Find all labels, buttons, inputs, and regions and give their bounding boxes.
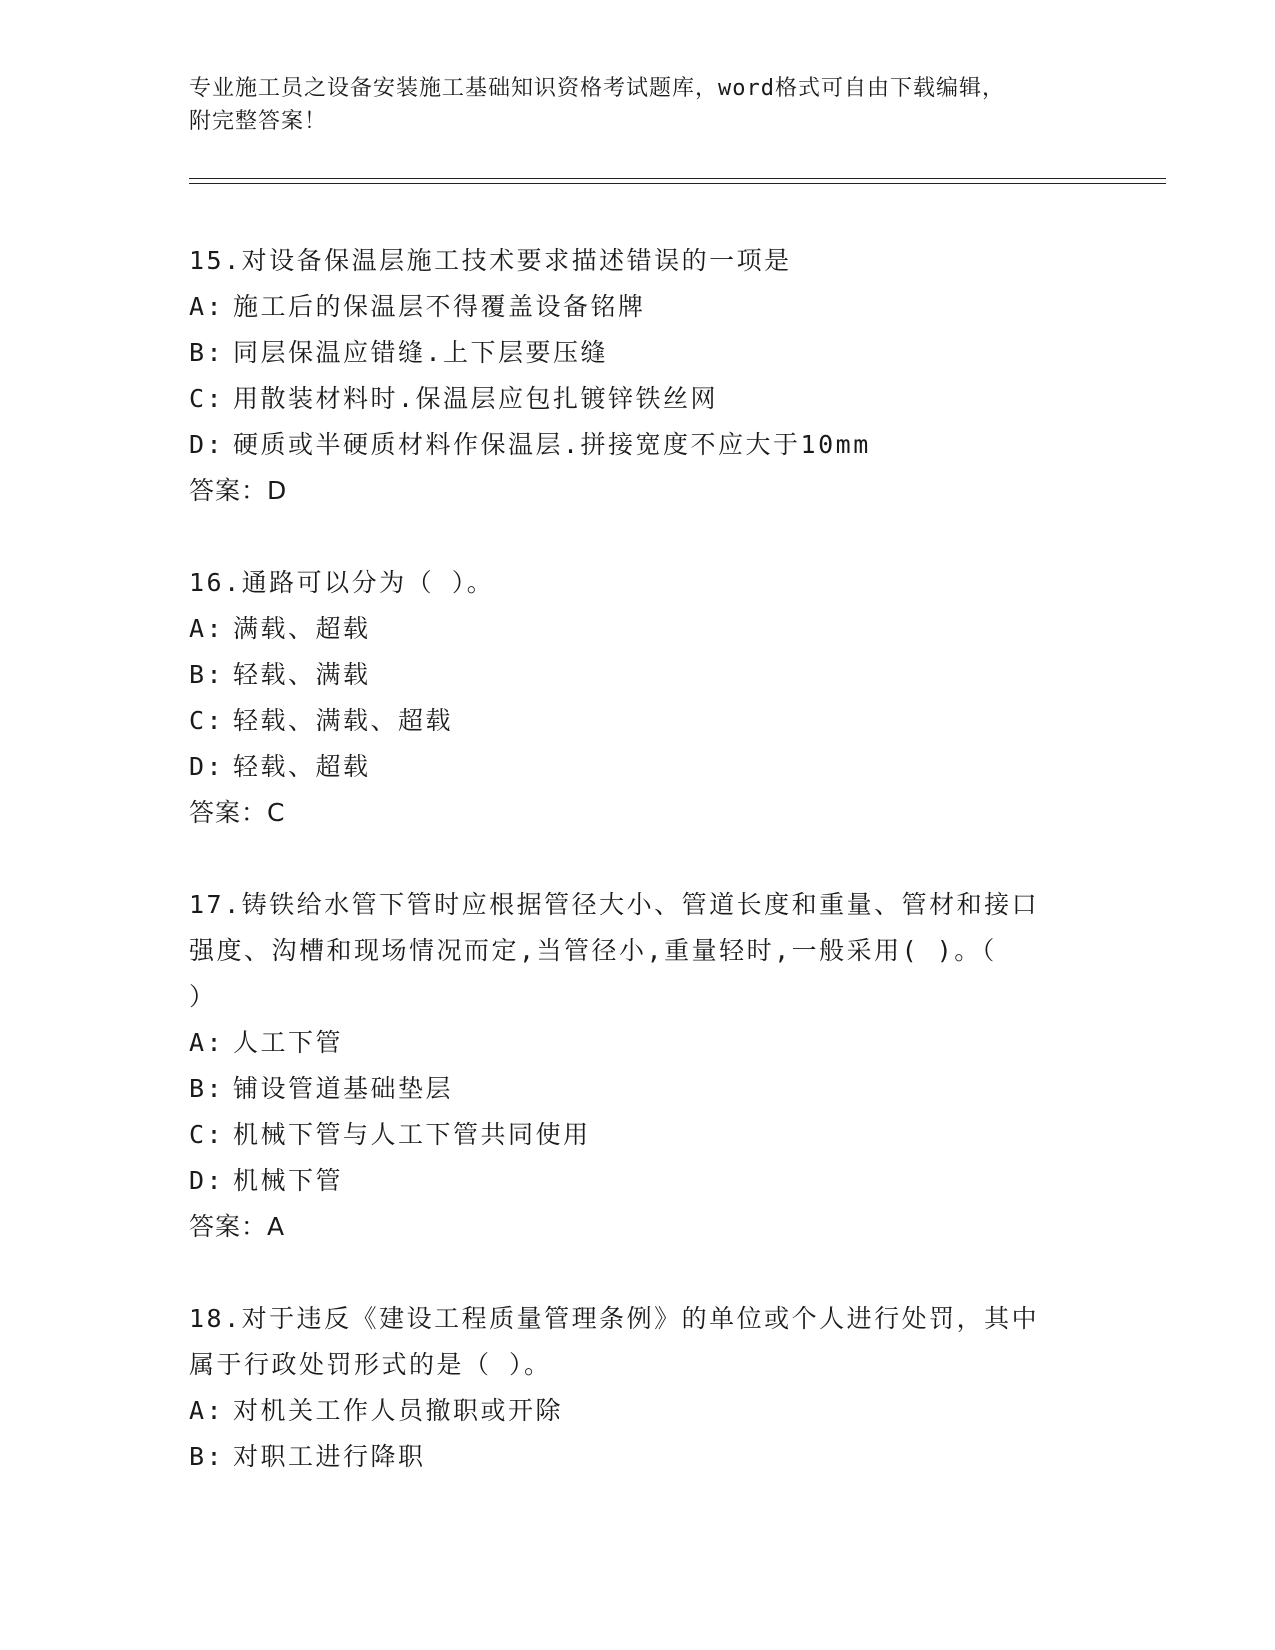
question-stem: 15.对设备保温层施工技术要求描述错误的一项是 (189, 246, 792, 275)
option-text: 对机关工作人员撤职或开除 (233, 1396, 564, 1425)
option-text: 满载、超载 (233, 614, 371, 643)
option-key: C: (189, 1120, 225, 1149)
option-d (189, 744, 1089, 790)
option-text: 轻载、满载 (233, 660, 371, 689)
option-key: B: (189, 1074, 225, 1103)
question-stem: 16.通路可以分为（ ）。 (189, 568, 495, 597)
option-a (189, 284, 1089, 330)
option-text: 铺设管道基础垫层 (233, 1074, 454, 1103)
option-text: 轻载、满载、超载 (233, 706, 454, 735)
answer-line: 答案：C (189, 798, 286, 827)
option-key: D: (189, 752, 225, 781)
option-text: 机械下管与人工下管共同使用 (233, 1120, 591, 1149)
option-c (189, 1112, 1089, 1158)
option-b (189, 1066, 1089, 1112)
option-d (189, 1158, 1089, 1204)
header-divider-bottom (189, 183, 1166, 184)
option-key: D: (189, 430, 225, 459)
question-stem: 18.对于违反《建设工程质量管理条例》的单位或个人进行处罚，其中 属于行政处罚形式的是（ ）。 (189, 1304, 1040, 1379)
option-key: B: (189, 1442, 225, 1471)
option-b (189, 330, 1089, 376)
option-key: A: (189, 614, 225, 643)
document-header (189, 72, 1089, 138)
option-key: D: (189, 1166, 225, 1195)
option-key: B: (189, 660, 225, 689)
option-a (189, 606, 1089, 652)
option-text: 轻载、超载 (233, 752, 371, 781)
header-divider-top (189, 178, 1166, 179)
option-key: C: (189, 706, 225, 735)
answer-line: 答案：A (189, 1212, 286, 1241)
option-key: C: (189, 384, 225, 413)
option-text: 同层保温应错缝.上下层要压缝 (233, 338, 609, 367)
option-key: A: (189, 1028, 225, 1057)
option-b (189, 652, 1089, 698)
question-stem: 17.铸铁给水管下管时应根据管径大小、管道长度和重量、管材和接口 强度、沟槽和现场情况而定,当管径小,重量轻时,一般采用( )。（ ） (189, 890, 1040, 1011)
question-list (189, 238, 1089, 1526)
option-text: 硬质或半硬质材料作保温层.拼接宽度不应大于10mm (233, 430, 871, 459)
option-c (189, 698, 1089, 744)
option-c (189, 376, 1089, 422)
header-line-2: 附完整答案！ (189, 109, 328, 134)
option-text: 施工后的保温层不得覆盖设备铭牌 (233, 292, 646, 321)
option-text: 用散装材料时.保温层应包扎镀锌铁丝网 (233, 384, 719, 413)
option-key: B: (189, 338, 225, 367)
option-a (189, 1388, 1089, 1434)
option-text: 对职工进行降职 (233, 1442, 426, 1471)
answer-line: 答案：D (189, 476, 288, 505)
option-d (189, 422, 1089, 468)
option-b (189, 1434, 1089, 1480)
option-text: 人工下管 (233, 1028, 344, 1057)
option-text: 机械下管 (233, 1166, 344, 1195)
header-line-1: 专业施工员之设备安装施工基础知识资格考试题库，word格式可自由下载编辑， (189, 76, 1005, 101)
question-16 (189, 560, 1089, 836)
option-a (189, 1020, 1089, 1066)
option-key: A: (189, 1396, 225, 1425)
question-18 (189, 1296, 1089, 1480)
question-17 (189, 882, 1089, 1250)
option-key: A: (189, 292, 225, 321)
question-15 (189, 238, 1089, 514)
